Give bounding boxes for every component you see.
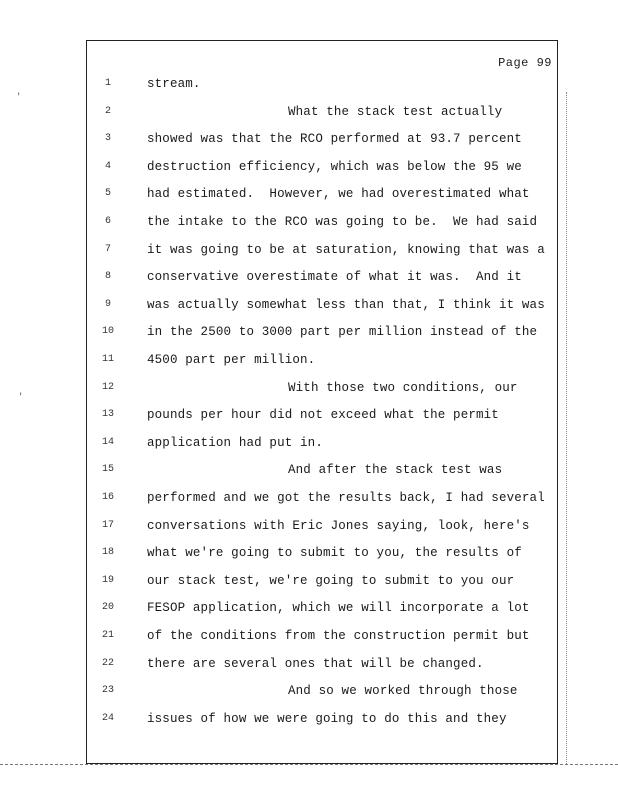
line-text: With those two conditions, our <box>288 380 518 395</box>
line-text: And after the stack test was <box>288 463 503 478</box>
line-text: conservative overestimate of what it was. And it <box>147 270 522 285</box>
transcript-line <box>88 378 558 398</box>
scan-margin-mark: ' <box>18 392 24 402</box>
transcript-line <box>88 102 558 122</box>
transcript-line <box>88 516 558 536</box>
transcript-line <box>88 295 558 315</box>
line-text: issues of how we were going to do this and they <box>147 711 507 726</box>
line-number: 7 <box>104 243 111 255</box>
line-text: our stack test, we're going to submit to you our <box>147 573 515 588</box>
line-text: there are several ones that will be changed. <box>147 656 484 671</box>
transcript-line <box>88 405 558 425</box>
line-number: 19 <box>101 574 114 586</box>
line-text: performed and we got the results back, I had several <box>147 491 545 505</box>
transcript-line <box>88 240 558 260</box>
line-number: 18 <box>101 547 114 559</box>
line-text: What the stack test actually <box>288 104 503 119</box>
line-number: 17 <box>101 519 114 531</box>
line-number: 12 <box>101 381 114 393</box>
line-number: 16 <box>101 492 114 503</box>
bottom-scan-rule <box>0 764 618 765</box>
transcript-line <box>88 598 558 618</box>
line-text: 4500 part per million. <box>147 353 316 367</box>
line-text: And so we worked through those <box>288 684 518 699</box>
line-text: it was going to be at saturation, knowing that was a <box>147 242 545 257</box>
line-text: what we're going to submit to you, the results of <box>147 546 522 561</box>
line-text: was actually somewhat less than that, I think it was <box>147 297 545 312</box>
page-number: Page 99 <box>498 56 552 70</box>
transcript-line <box>88 129 558 149</box>
line-text: stream. <box>147 77 201 91</box>
line-number: 14 <box>101 436 114 448</box>
transcript-line <box>88 654 558 674</box>
transcript-line <box>88 460 558 480</box>
line-number: 21 <box>101 630 114 641</box>
transcript-line <box>88 709 558 729</box>
line-number: 3 <box>104 133 111 145</box>
right-margin-rule <box>566 92 567 764</box>
transcript-line <box>88 626 558 646</box>
line-number: 13 <box>101 409 114 421</box>
line-text: destruction efficiency, which was below the 95 we <box>147 159 522 174</box>
line-text: the intake to the RCO was going to be. We had said <box>147 215 538 229</box>
line-text: FESOP application, which we will incorporate a lot <box>147 601 530 616</box>
line-number: 24 <box>101 712 114 724</box>
transcript-line <box>88 267 558 287</box>
line-text: had estimated. However, we had overestimated what <box>147 187 530 202</box>
scan-margin-mark: ' <box>16 92 22 102</box>
line-text: conversations with Eric Jones saying, look, here's <box>147 518 530 533</box>
line-number: 23 <box>101 685 114 697</box>
line-number: 15 <box>101 464 114 476</box>
line-number: 2 <box>104 105 111 117</box>
transcript-line <box>88 433 558 453</box>
transcript-line <box>88 184 558 204</box>
line-number: 22 <box>101 657 114 669</box>
transcript-line <box>88 74 558 94</box>
line-text: in the 2500 to 3000 part per million instead of the <box>147 325 538 340</box>
transcript-line <box>88 212 558 232</box>
line-number: 20 <box>101 602 114 614</box>
line-number: 5 <box>104 188 111 200</box>
line-text: pounds per hour did not exceed what the permit <box>147 408 499 423</box>
transcript-line <box>88 681 558 701</box>
line-text: showed was that the RCO performed at 93.7 percent <box>147 132 522 147</box>
transcript-line <box>88 571 558 591</box>
line-number: 10 <box>101 326 114 338</box>
line-text: application had put in. <box>147 435 323 450</box>
transcript-line <box>88 157 558 177</box>
line-number: 4 <box>104 160 111 172</box>
line-number: 1 <box>104 78 111 89</box>
line-number: 11 <box>101 354 114 365</box>
transcript-line <box>88 488 558 508</box>
transcript-line <box>88 350 558 370</box>
line-text: of the conditions from the construction permit but <box>147 629 530 643</box>
line-number: 6 <box>104 216 111 227</box>
transcript-line <box>88 543 558 563</box>
line-number: 8 <box>104 271 111 283</box>
transcript-line <box>88 322 558 342</box>
line-number: 9 <box>104 298 111 310</box>
